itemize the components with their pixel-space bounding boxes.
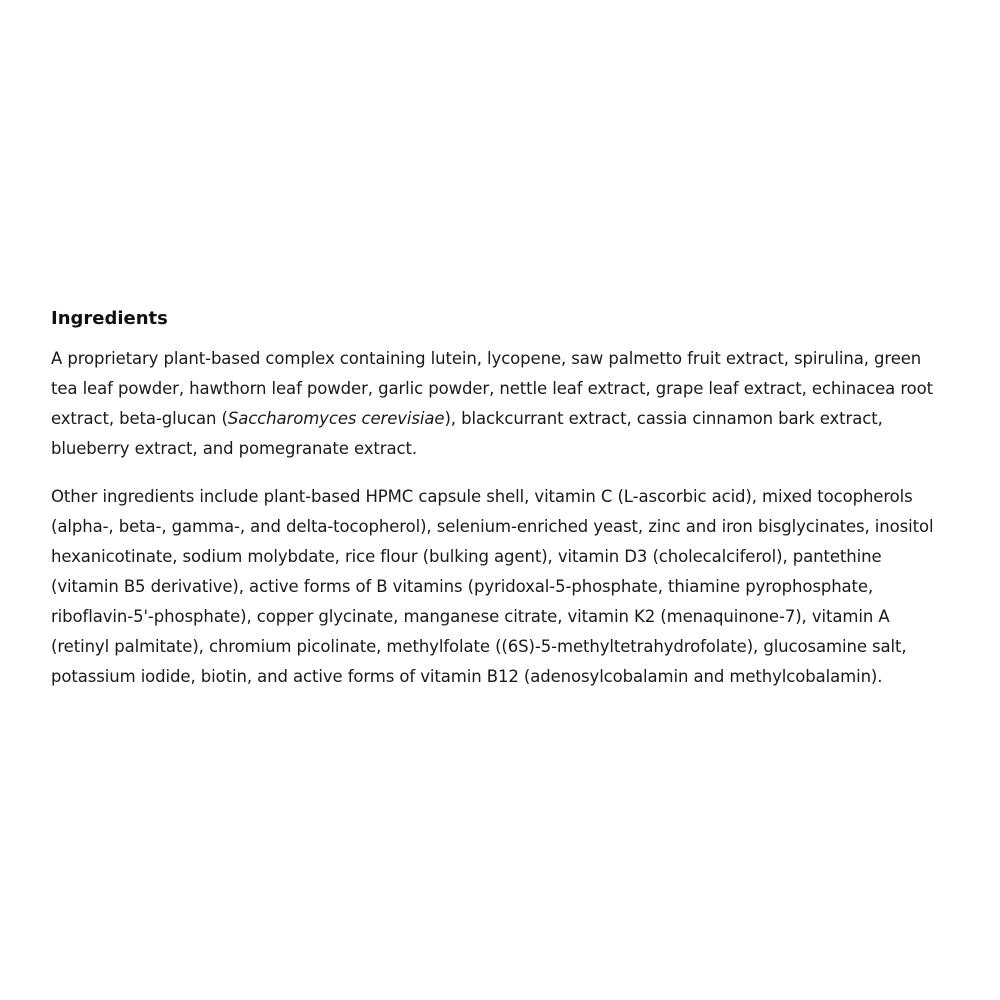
species-name-italic: Saccharomyces cerevisiae <box>227 409 445 428</box>
ingredients-section <box>51 305 951 692</box>
ingredients-heading: Ingredients <box>51 308 168 329</box>
paragraph-text-after-italic: ), blackcurrant extract, cassia cinnamon bark extract, blueberry extract, and pomegranate extract. <box>51 409 883 458</box>
paragraph-text-before-italic: A proprietary plant-based complex containing lutein, lycopene, saw palmetto fruit extract, spirulina, green tea leaf powder, hawthorn leaf powder, garlic powder, nettle leaf extract, grape leaf extract, echinacea root extract, beta-glucan ( <box>51 349 934 428</box>
ingredients-paragraph-primary <box>51 344 951 464</box>
ingredients-paragraph-other: Other ingredients include plant-based HPMC capsule shell, vitamin C (L-ascorbic acid), mixed tocopherols (alpha-, beta-, gamma-, and delta-tocopherol), selenium-enriched yeast, zinc and iron bisglycinates, inositol hexanicotinate, sodium molybdate, rice flour (bulking agent), vitamin D3 (cholecalciferol), pantethine (vitamin B5 derivative), active forms of B vitamins (pyridoxal-5-phosphate, thiamine pyrophosphate, riboflavin-5'-phosphate), copper glycinate, manganese citrate, vitamin K2 (menaquinone-7), vitamin A (retinyl palmitate), chromium picolinate, methylfolate ((6S)-5-methyltetrahydrofolate), glucosamine salt, potassium iodide, biotin, and active forms of vitamin B12 (adenosylcobalamin and methylcobalamin). <box>51 487 934 686</box>
